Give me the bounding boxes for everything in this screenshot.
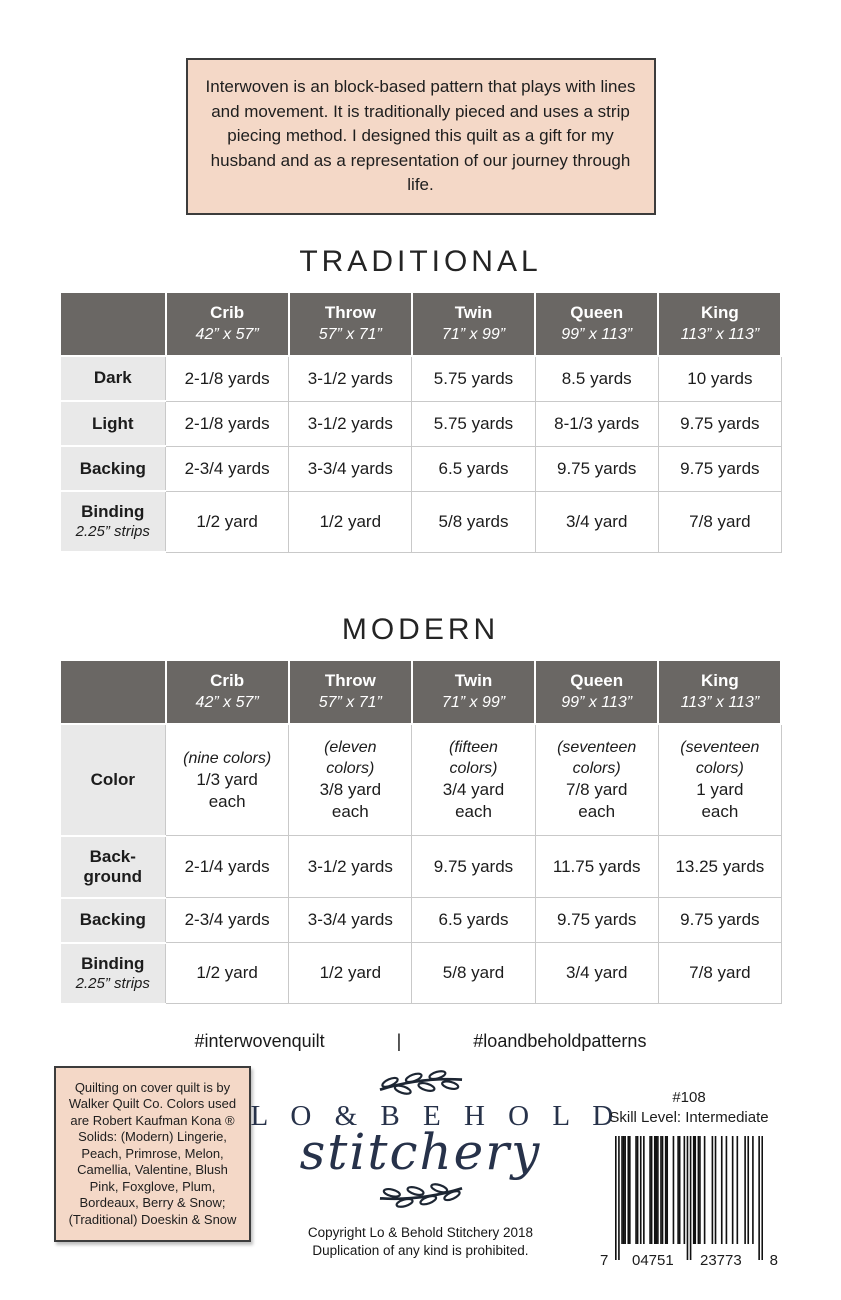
column-header-twin: Twin 71” x 99” [412,660,535,724]
yardage-cell: 9.75 yards [658,898,781,943]
row-label: Dark [60,356,166,402]
yardage-cell: 5.75 yards [412,401,535,446]
row-label: Back-ground [60,836,166,898]
product-info [574,1088,804,1268]
yardage-cell: 7/8 yard [658,491,781,552]
copyright-line1: Copyright Lo & Behold Stitchery 2018 [307,1224,534,1240]
row-label: Backing [60,446,166,491]
yardage-cell: 9.75 yards [412,836,535,898]
column-header-king: King 113” x 113” [658,292,781,356]
intro-text: Interwoven is an block-based pattern that plays with lines and movement. It is traditionally pieced and uses a strip piecing method. I designed this quilt as a gift for my husband and as a representation of our journey through life. [205,77,636,194]
row-label: Backing [60,898,166,943]
traditional-table [59,291,783,554]
yardage-cell: 5.75 yards [412,356,535,402]
hashtags-row [0,1031,841,1052]
barcode-digits-left: 04751 [632,1251,674,1269]
table-row-binding [60,943,782,1004]
yardage-cell: 6.5 yards [412,446,535,491]
yardage-cell: 2-1/8 yards [166,401,289,446]
yardage-cell: 3-1/2 yards [289,356,412,402]
column-header-throw: Throw 57” x 71” [289,292,412,356]
yardage-cell: 13.25 yards [658,836,781,898]
barcode-digit-lead: 7 [600,1251,609,1269]
table-row-backing [60,898,782,943]
yardage-cell: 9.75 yards [658,401,781,446]
yardage-cell: 1/2 yard [166,491,289,552]
yardage-cell: 3-3/4 yards [289,898,412,943]
yardage-cell: 3-1/2 yards [289,836,412,898]
hashtag-loandbeholdpatterns: #loandbeholdpatterns [473,1030,647,1051]
barcode-bars [615,1136,763,1260]
yardage-cell: 8.5 yards [535,356,658,402]
modern-header-row [60,660,782,724]
table-row-backing [60,446,782,491]
table-row-dark [60,356,782,402]
yardage-cell: 6.5 yards [412,898,535,943]
corner-cell [60,660,166,724]
yardage-cell: 8-1/3 yards [535,401,658,446]
yardage-cell: 2-3/4 yards [166,898,289,943]
yardage-cell: 2-1/8 yards [166,356,289,402]
barcode-digits-right: 23773 [700,1251,742,1269]
yardage-cell: 9.75 yards [535,446,658,491]
yardage-cell: 3/4 yard [535,491,658,552]
yardage-cell: (seventeen colors) 7/8 yard each [535,724,658,836]
column-header-queen: Queen 99” x 113” [535,660,658,724]
yardage-cell: (fifteen colors) 3/4 yard each [412,724,535,836]
intro-box [186,58,656,215]
yardage-cell: 3-1/2 yards [289,401,412,446]
row-label: Binding 2.25” strips [60,491,166,552]
column-header-king: King 113” x 113” [658,660,781,724]
yardage-cell: 3-3/4 yards [289,446,412,491]
column-header-throw: Throw 57” x 71” [289,660,412,724]
yardage-cell: 2-1/4 yards [166,836,289,898]
row-label: Light [60,401,166,446]
yardage-cell: 10 yards [658,356,781,402]
column-header-twin: Twin 71” x 99” [412,292,535,356]
row-label: Color [60,724,166,836]
column-header-crib: Crib 42” x 57” [166,292,289,356]
yardage-cell: 1/2 yard [289,943,412,1004]
footer [0,1066,841,1300]
yardage-cell: 9.75 yards [535,898,658,943]
barcode-digit-end: 8 [769,1251,778,1269]
yardage-cell: (nine colors) 1/3 yard each [166,724,289,836]
row-label: Binding 2.25” strips [60,943,166,1004]
yardage-cell: 5/8 yards [412,491,535,552]
yardage-cell: 1/2 yard [289,491,412,552]
yardage-cell: 1/2 yard [166,943,289,1004]
modern-section-title: MODERN [341,613,500,646]
corner-cell [60,292,166,356]
item-number: #108 [672,1088,706,1106]
hashtag-interwovenquilt: #interwovenquilt [194,1030,325,1051]
laurel-bottom-icon [375,1181,467,1212]
table-row-light [60,401,782,446]
hashtag-divider: | [396,1030,402,1051]
modern-table [59,659,783,1005]
brand-script-name: stitchery [299,1122,542,1181]
yardage-cell: 11.75 yards [535,836,658,898]
table-row-color [60,724,782,836]
traditional-header-row [60,292,782,356]
credits-box [54,1066,251,1243]
yardage-cell: 2-3/4 yards [166,446,289,491]
yardage-cell: (seventeen colors) 1 yard each [658,724,781,836]
brand-logo [250,1066,622,1260]
brand-name: L O & B E H O L D [250,1099,622,1132]
yardage-cell: (eleven colors) 3/8 yard each [289,724,412,836]
column-header-queen: Queen 99” x 113” [535,292,658,356]
traditional-section-title: TRADITIONAL [299,244,542,278]
yardage-cell: 9.75 yards [658,446,781,491]
barcode [600,1136,778,1268]
copyright-line2: Duplication of any kind is prohibited. [312,1242,529,1258]
column-header-crib: Crib 42” x 57” [166,660,289,724]
yardage-cell: 5/8 yard [412,943,535,1004]
table-row-background [60,836,782,898]
table-row-binding [60,491,782,552]
laurel-top-icon [375,1066,467,1097]
yardage-cell: 3/4 yard [535,943,658,1004]
skill-level: Skill Level: Intermediate [609,1108,769,1126]
yardage-cell: 7/8 yard [658,943,781,1004]
credits-text: Quilting on cover quilt is by Walker Quilt Co. Colors used are Robert Kaufman Kona ® Solids: (Modern) Lingerie, Peach, Primrose, Melon, Camellia, Valentine, Blush Pink, Foxglove, Plum, Bordeaux, Berry & Snow; (Traditional) Doeskin & Snow [68,1079,237,1227]
